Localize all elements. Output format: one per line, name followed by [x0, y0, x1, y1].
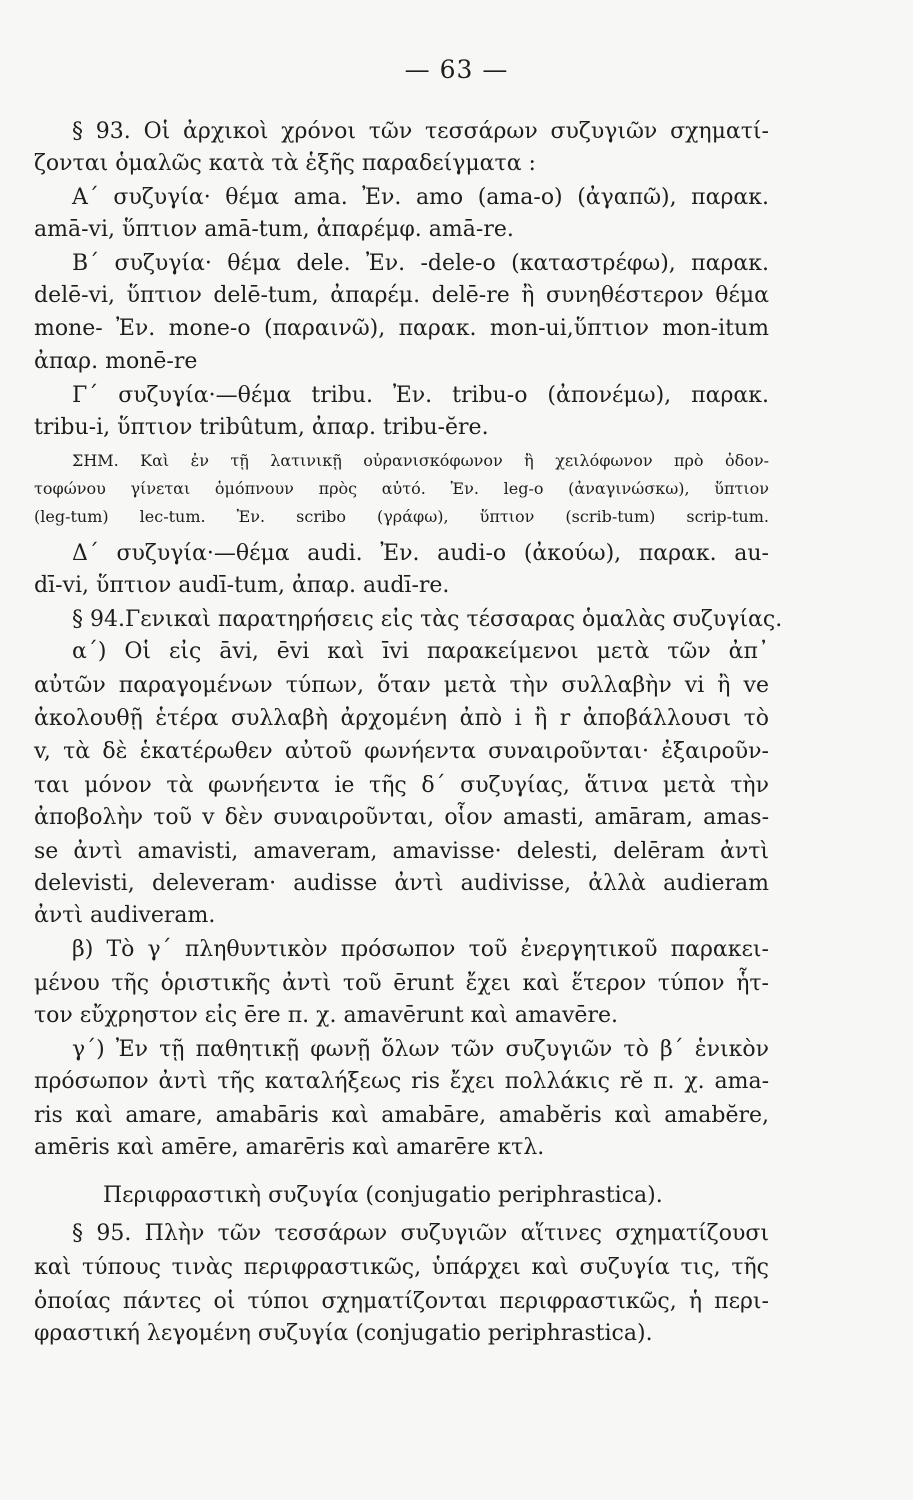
text-line: amā-vi, ὕπτιον amā-tum, ἀπαρέμφ. amā-re. [34, 217, 514, 242]
text-line: se ἀντὶ amavisti, amaveram, amavisse· delesti, delēram ἀντὶ [34, 839, 769, 864]
text-line: amēris καὶ amēre, amarēris καὶ amarēre κτλ. [34, 1135, 545, 1160]
text-line: delevisti, deleveram· audisse ἀντὶ audivisse, ἀλλὰ audieram [34, 871, 769, 896]
text-line: § 93. Οἱ ἀρχικοὶ χρόνοι τῶν τεσσάρων συζυγιῶν σχηματί- [72, 119, 769, 144]
text-line: Δ΄ συζυγία·—θέμα audi. Ἐν. audi-o (ἀκούω), παρακ. au- [72, 541, 769, 566]
note-line: (leg-tum) lec-tum. Ἐν. scribo (γράφω), ὕπτιον (scrib-tum) scrip-tum. [34, 507, 769, 526]
text-line: Α΄ συζυγία· θέμα ama. Ἐν. amo (ama-o) (ἀγαπῶ), παρακ. [72, 185, 769, 210]
subsection-heading: Περιφραστικὴ συζυγία (conjugatio periphrastica). [103, 1183, 663, 1208]
text-line: Γ΄ συζυγία·—θέμα tribu. Ἐν. tribu-o (ἀπονέμω), παρακ. [72, 383, 769, 408]
text-line: ἀκολουθῇ ἑτέρα συλλαβὴ ἀρχομένη ἀπὸ i ἢ r ἀποβάλλουσι τὸ [34, 706, 769, 731]
text-line: tribu-i, ὕπτιον tribûtum, ἀπαρ. tribu-ĕre. [34, 415, 489, 440]
text-line: dī-vi, ὕπτιον audī-tum, ἀπαρ. audī-re. [34, 573, 450, 598]
text-line: ται μόνον τὰ φωνήεντα ie τῆς δ΄ συζυγίας, ἅτινα μετὰ τὴν [34, 773, 769, 798]
text-line: ἀπαρ. monē-re [34, 349, 198, 374]
text-line: β) Τὸ γ΄ πληθυντικὸν πρόσωπον τοῦ ἐνεργητικοῦ παρακει- [72, 937, 769, 962]
note-line: ΣΗΜ. Καὶ ἐν τῇ λατινικῇ οὐρανισκόφωνον ἢ χειλόφωνον πρὸ ὀδον- [72, 451, 769, 470]
note-line: τοφώνου γίνεται ὁμόπνουν πρὸς αὐτό. Ἐν. leg-o (ἀναγινώσκω), ὕπτιον [34, 479, 769, 498]
text-line: μένου τῆς ὁριστικῆς ἀντὶ τοῦ ērunt ἔχει καὶ ἕτερον τύπον ἧτ- [34, 971, 769, 996]
text-line: Β΄ συζυγία· θέμα dele. Ἐν. -dele-o (καταστρέφω), παρακ. [72, 251, 769, 276]
text-line: ὁποίας πάντες οἱ τύποι σχηματίζονται περιφραστικῶς, ἡ περι- [34, 1289, 769, 1314]
text-line: φραστική λεγομένη συζυγία (conjugatio periphrastica). [34, 1321, 653, 1346]
text-line: καὶ τύπους τινὰς περιφραστικῶς, ὑπάρχει καὶ συζυγία τις, τῆς [34, 1255, 769, 1280]
text-line: αὐτῶν παραγομένων τύπων, ὅταν μετὰ τὴν συλλαβὴν vi ἢ ve [34, 673, 769, 698]
text-line: mone- Ἐν. mone-o (παραινῶ), παρακ. mon-ui,ὕπτιον mon-itum [34, 316, 769, 341]
text-line: ἀντὶ audiveram. [34, 903, 216, 928]
text-line: πρόσωπον ἀντὶ τῆς καταλήξεως ris ἔχει πολλάκις rĕ π. χ. ama- [34, 1069, 769, 1094]
text-line: ris καὶ amare, amabāris καὶ amabāre, amabĕris καὶ amabĕre, [34, 1103, 769, 1128]
text-line: τον εὔχρηστον εἰς ēre π. χ. amavērunt καὶ amavēre. [34, 1003, 618, 1028]
text-line: γ΄) Ἐν τῇ παθητικῇ φωνῇ ὅλων τῶν συζυγιῶν τὸ β΄ ἑνικὸν [72, 1037, 769, 1062]
page-number: — 63 — [404, 55, 509, 84]
text-line: ἀποβολὴν τοῦ v δὲν συναιροῦνται, οἷον amasti, amāram, amas- [34, 805, 769, 830]
text-line: v, τὰ δὲ ἑκατέρωθεν αὐτοῦ φωνήεντα συναιροῦνται· ἐξαιροῦν- [34, 739, 769, 764]
text-line: § 95. Πλὴν τῶν τεσσάρων συζυγιῶν αἵτινες σχηματίζουσι [72, 1221, 769, 1246]
text-line: α΄) Οἱ εἰς āvi, ēvi καὶ īvi παρακείμενοι μετὰ τῶν ἀπ᾽ [72, 639, 769, 664]
text-line: delē-vi, ὕπτιον delē-tum, ἀπαρέμ. delē-re ἢ συνηθέστερον θέμα [34, 283, 769, 308]
text-line: ζονται ὁμαλῶς κατὰ τὰ ἑξῆς παραδείγματα : [34, 151, 536, 176]
section-heading: § 94.Γενικαὶ παρατηρήσεις εἰς τὰς τέσσαρας ὁμαλὰς συζυγίας. [72, 607, 783, 632]
